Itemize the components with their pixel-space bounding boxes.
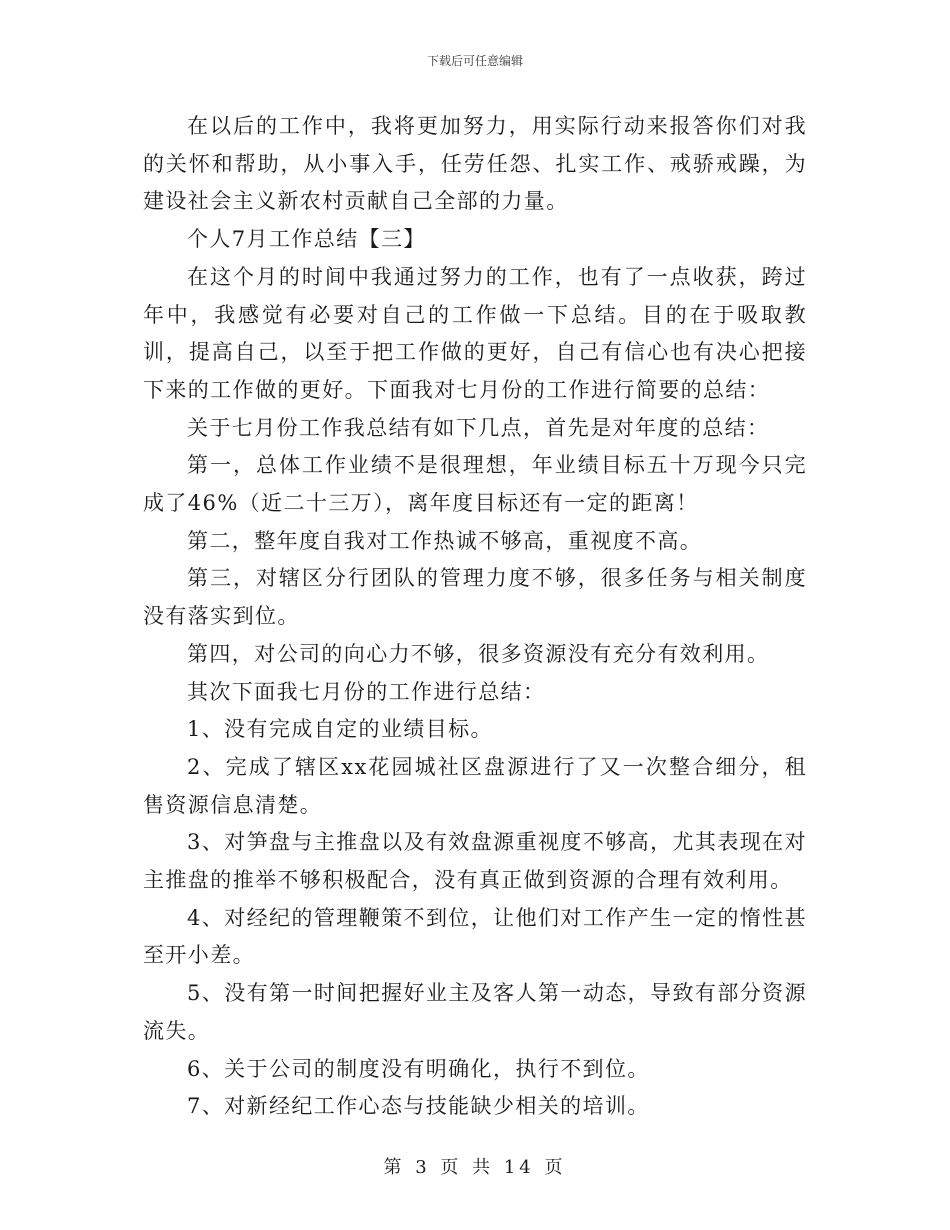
paragraph-point-1: 第一，总体工作业绩不是很理想，年业绩目标五十万现今只完成了46%（近二十三万），离年度目标还有一定的距离！ bbox=[143, 453, 807, 516]
section-heading: 个人7月工作总结【三】 bbox=[187, 227, 426, 252]
list-item: 5、没有第一时间把握好业主及客人第一动态，导致有部分资源流失。 bbox=[143, 981, 807, 1043]
paragraph-point-4: 第四，对公司的向心力不够，很多资源没有充分有效利用。 bbox=[187, 641, 770, 666]
list-item: 2、完成了辖区xx花园城社区盘源进行了又一次整合细分，租售资源信息清楚。 bbox=[143, 754, 807, 817]
list-item: 7、对新经纪工作心态与技能缺少相关的培训。 bbox=[187, 1094, 650, 1119]
list-item: 4、对经纪的管理鞭策不到位，让他们对工作产生一定的惰性甚至开小差。 bbox=[143, 905, 807, 968]
page-number: 第 3 页 共 14 页 bbox=[383, 1157, 567, 1178]
paragraph-annual-summary-lead: 关于七月份工作我总结有如下几点，首先是对年度的总结： bbox=[187, 415, 770, 440]
paragraph-july-summary-lead: 其次下面我七月份的工作进行总结： bbox=[187, 679, 546, 704]
paragraph-point-3: 第三，对辖区分行团队的管理力度不够，很多任务与相关制度没有落实到位。 bbox=[143, 566, 807, 629]
page-header-note: 下载后可任意编辑 bbox=[426, 54, 523, 68]
paragraph-closing-pledge: 在以后的工作中，我将更加努力，用实际行动来报答你们对我的关怀和帮助，从小事入手，任劳任怨、扎实工作、戒骄戒躁，为建设社会主义新农村贡献自己全部的力量。 bbox=[143, 114, 807, 214]
list-item: 1、没有完成自定的业绩目标。 bbox=[187, 717, 493, 742]
list-item: 6、关于公司的制度没有明确化，执行不到位。 bbox=[187, 1056, 650, 1081]
paragraph-point-2: 第二，整年度自我对工作热诚不够高，重视度不高。 bbox=[187, 528, 703, 553]
paragraph-intro: 在这个月的时间中我通过努力的工作，也有了一点收获，跨过年中，我感觉有必要对自己的工作做一下总结。目的在于吸取教训，提高自己，以至于把工作做的更好，自己有信心也有决心把接下来的工作做的更好。下面我对七月份的工作进行简要的总结： bbox=[143, 264, 807, 402]
document-body bbox=[143, 108, 807, 1126]
list-item: 3、对笋盘与主推盘以及有效盘源重视度不够高，尤其表现在对主推盘的推举不够积极配合，没有真正做到资源的合理有效利用。 bbox=[143, 830, 807, 893]
